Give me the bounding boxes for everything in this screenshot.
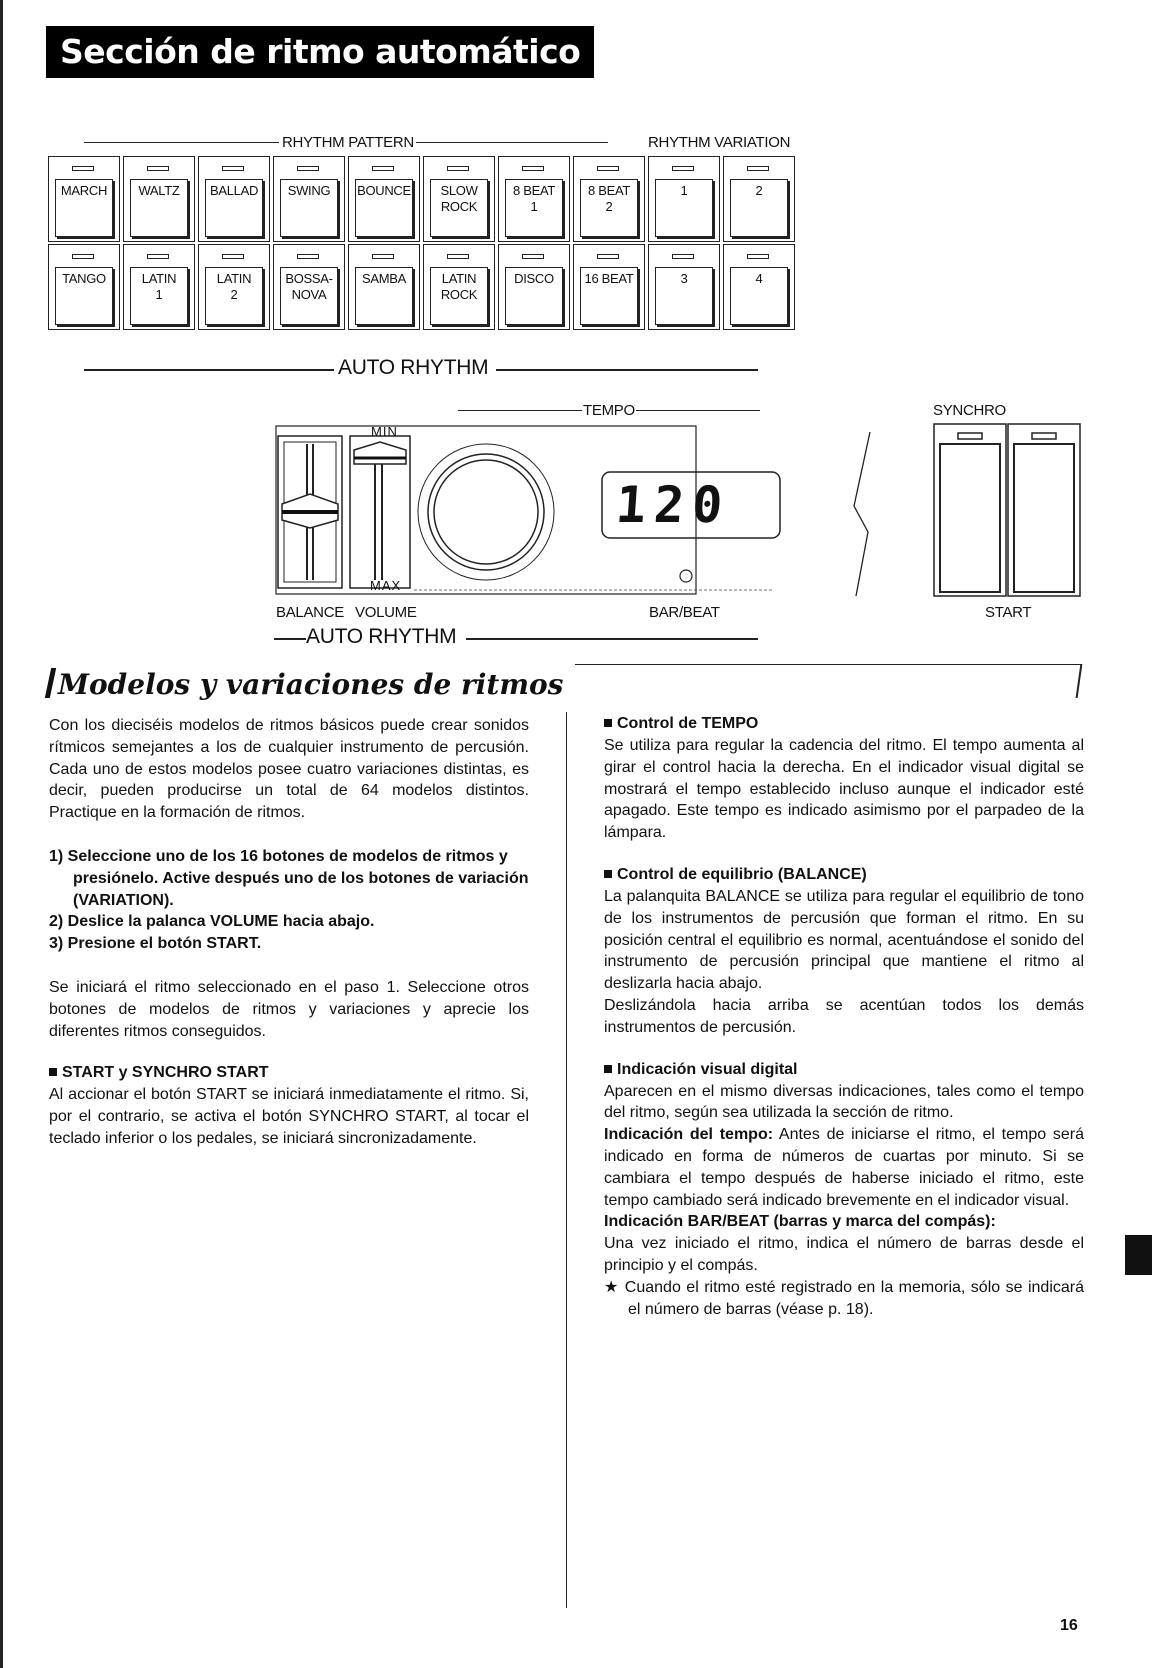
button-label: LATIN ROCK [440,271,478,302]
after-steps-paragraph: Se iniciará el ritmo seleccionado en el paso 1. Seleccione otros botones de modelos de ritmos y variaciones y aprecie los diferentes ritmos conseguidos. [49,978,529,1040]
steps-list [49,846,529,955]
button-label: BOUNCE [357,183,411,198]
display-heading-text: Indicación visual digital [617,1060,798,1078]
rhythm-pattern-button[interactable] [198,244,270,330]
volume-slider[interactable] [350,436,410,588]
square-bullet-icon [604,1065,612,1073]
start-paragraph: Al accionar el botón START se iniciará inmediatamente el ritmo. Si, por el contrario, se activa el botón SYNCHRO START, al tocar el teclado inferior o los pedales, se iniciará sincronizadamente. [49,1086,529,1147]
rhythm-variation-button[interactable] [648,244,720,330]
rhythm-button-grid [48,156,796,332]
rhythm-variation-button[interactable] [723,244,795,330]
rhythm-pattern-button[interactable] [348,156,420,242]
button-label: 8 BEAT 2 [587,183,631,214]
button-label: SAMBA [361,271,406,286]
right-column [604,713,1084,1320]
indicator-lamp-icon [372,166,394,171]
rule [274,638,306,640]
indicator-lamp-icon [297,166,319,171]
rhythm-pattern-button[interactable] [123,244,195,330]
intro-paragraph: Con los dieciséis modelos de ritmos básicos puede crear sonidos rítmicos semejantes a los de cualquier instrumento de percusión. Cada uno de estos modelos posee cuatro variaciones distintas, es decir, pueden producirse un total de 64 modelos distintos. Practique en la formación de ritmos. [49,717,529,822]
barbeat-indication-label: Indicación BAR/BEAT (barras y marca del compás): [604,1213,996,1231]
button-label: LATIN 1 [141,271,177,302]
indicator-lamp-icon [222,166,244,171]
slider-max-label: MAX [370,578,402,593]
memory-note: ★ Cuando el ritmo esté registrado en la memoria, sólo se indicará el número de barras (véase p. 18). [604,1278,1084,1318]
button-label: SWING [287,183,331,198]
rhythm-pattern-button[interactable] [348,244,420,330]
display-heading [604,1059,1084,1081]
indicator-lamp-icon [447,166,469,171]
square-bullet-icon [604,870,612,878]
button-label: BALLAD [209,183,259,198]
rhythm-pattern-button[interactable] [273,156,345,242]
tempo-label: TEMPO [583,402,635,419]
tempo-heading-text: Control de TEMPO [617,715,759,732]
start-label: START [985,604,1032,621]
indicator-lamp-icon [597,254,619,259]
indicator-lamp-icon [522,254,544,259]
square-bullet-icon [604,719,612,727]
rule [416,142,608,143]
page-number: 16 [1060,1617,1078,1634]
indicator-lamp-icon [672,166,694,171]
volume-label: VOLUME [355,604,417,621]
indicator-lamp-icon [747,166,769,171]
button-label: WALTZ [138,183,180,198]
thumb-index-tab [1125,1235,1152,1275]
button-label: 4 [755,271,763,286]
tempo-indication-label: Indicación del tempo: [604,1126,774,1144]
tempo-paragraph: Se utiliza para regular la cadencia del ritmo. El tempo aumenta al girar el control hacia la derecha. En el indicador visual digital se mostrará el tempo establecido incluso aunque el indicador esté apagado. Este tempo es indicado asimismo por el parpadeo de la lámpara. [604,737,1084,842]
indicator-lamp-icon [222,254,244,259]
indicator-lamp-icon [747,254,769,259]
button-label: 8 BEAT 1 [512,183,556,214]
rule [496,369,758,371]
heading-mark [45,668,56,698]
tempo-display-value: 120 [613,476,733,534]
indicator-lamp-icon [72,254,94,259]
indicator-lamp-icon [147,166,169,171]
rule [458,410,582,411]
square-bullet-icon [49,1068,57,1076]
display-paragraph: Aparecen en el mismo diversas indicaciones, tales como el tempo del ritmo, según sea utilizada la sección de ritmo. [604,1082,1084,1122]
synchro-start-buttons [932,420,1084,600]
indicator-lamp-icon [297,254,319,259]
step-1: 1) Seleccione uno de los 16 botones de modelos de ritmos y presiónelo. Active después uno de los botones de variación (VARIATION). [49,847,529,909]
rule [1076,664,1082,698]
bar-beat-lamp [680,570,692,582]
balance-paragraph-2: Deslizándola hacia arriba se acentúan todos los demás instrumentos de percusión. [604,996,1084,1036]
rule [84,142,279,143]
rhythm-pattern-button[interactable] [48,156,120,242]
button-label: 16 BEAT [584,271,634,286]
start-button[interactable] [1008,424,1080,596]
balance-heading-text: Control de equilibrio (BALANCE) [617,865,867,883]
rhythm-pattern-button[interactable] [423,156,495,242]
indicator-lamp-icon [522,166,544,171]
rhythm-pattern-label: RHYTHM PATTERN [282,134,414,151]
indicator-lamp-icon [447,254,469,259]
synchro-button[interactable] [934,424,1006,596]
bar-beat-label: BAR/BEAT [649,604,720,621]
rule [84,369,334,371]
rhythm-pattern-button[interactable] [198,156,270,242]
rule [466,638,758,640]
balance-paragraph: La palanquita BALANCE se utiliza para regular el equilibrio de tono de los instrumentos de percusión que forman el ritmo. En su posición central el equilibrio es normal, acentuándose el sonido del instrumento de percusión principal que mantiene el ritmo al deslizarla hacia abajo. [604,887,1084,993]
button-label: MARCH [60,183,108,198]
left-column [49,715,529,1150]
column-divider [566,712,567,1608]
rhythm-pattern-button[interactable] [573,244,645,330]
barbeat-label-paragraph [604,1211,1084,1233]
button-label: DISCO [514,271,554,286]
indicator-lamp-icon [372,254,394,259]
step-3: 3) Presione el botón START. [49,935,262,953]
button-label: 3 [680,271,688,286]
section-title: Modelos y variaciones de ritmos [58,668,564,701]
button-label: 2 [755,183,763,198]
balance-heading [604,864,1084,886]
indicator-lamp-icon [147,254,169,259]
rhythm-pattern-button[interactable] [498,156,570,242]
page-title: Sección de ritmo automático [46,26,594,78]
rhythm-pattern-button[interactable] [423,244,495,330]
button-label: SLOW ROCK [440,183,478,214]
tempo-heading [604,713,1084,735]
rhythm-variation-button[interactable] [648,156,720,242]
rhythm-pattern-button[interactable] [273,244,345,330]
rhythm-pattern-button[interactable] [48,244,120,330]
button-label: TANGO [62,271,106,286]
rhythm-pattern-button[interactable] [573,156,645,242]
button-label: LATIN 2 [216,271,252,302]
button-label: 1 [680,183,688,198]
barbeat-paragraph: Una vez iniciado el ritmo, indica el número de barras desde el principio y el compás. [604,1235,1084,1274]
rhythm-variation-button[interactable] [723,156,795,242]
start-heading-text: START y SYNCHRO START [62,1064,269,1082]
indicator-lamp-icon [72,166,94,171]
auto-rhythm-label-bottom: AUTO RHYTHM [306,625,457,648]
page-edge-rule [0,0,3,1668]
slider-min-label: MIN [371,424,398,439]
indicator-lamp-icon [672,254,694,259]
start-heading [49,1062,529,1084]
tempo-indication-text: Antes de iniciarse el ritmo, el tempo será indicado en forma de números de cuartas por minuto. Si se cambiara el tempo después de haberse iniciado el ritmo, este tempo cambiado será indicado brevemente en el indicador visual. [604,1126,1085,1209]
step-2: 2) Deslice la palanca VOLUME hacia abajo. [49,913,375,931]
rhythm-pattern-button[interactable] [498,244,570,330]
tempo-indication-paragraph [604,1124,1084,1211]
balance-slider[interactable] [278,436,342,588]
synchro-label: SYNCHRO [933,402,1006,419]
break-mark [840,428,880,598]
rhythm-pattern-button[interactable] [123,156,195,242]
rule [636,410,760,411]
tempo-knob[interactable] [418,444,554,580]
balance-label: BALANCE [276,604,344,621]
indicator-lamp-icon [597,166,619,171]
button-label: BOSSA- NOVA [285,271,333,302]
rhythm-variation-label: RHYTHM VARIATION [648,134,791,151]
auto-rhythm-label: AUTO RHYTHM [338,356,489,379]
rule [575,664,1081,665]
